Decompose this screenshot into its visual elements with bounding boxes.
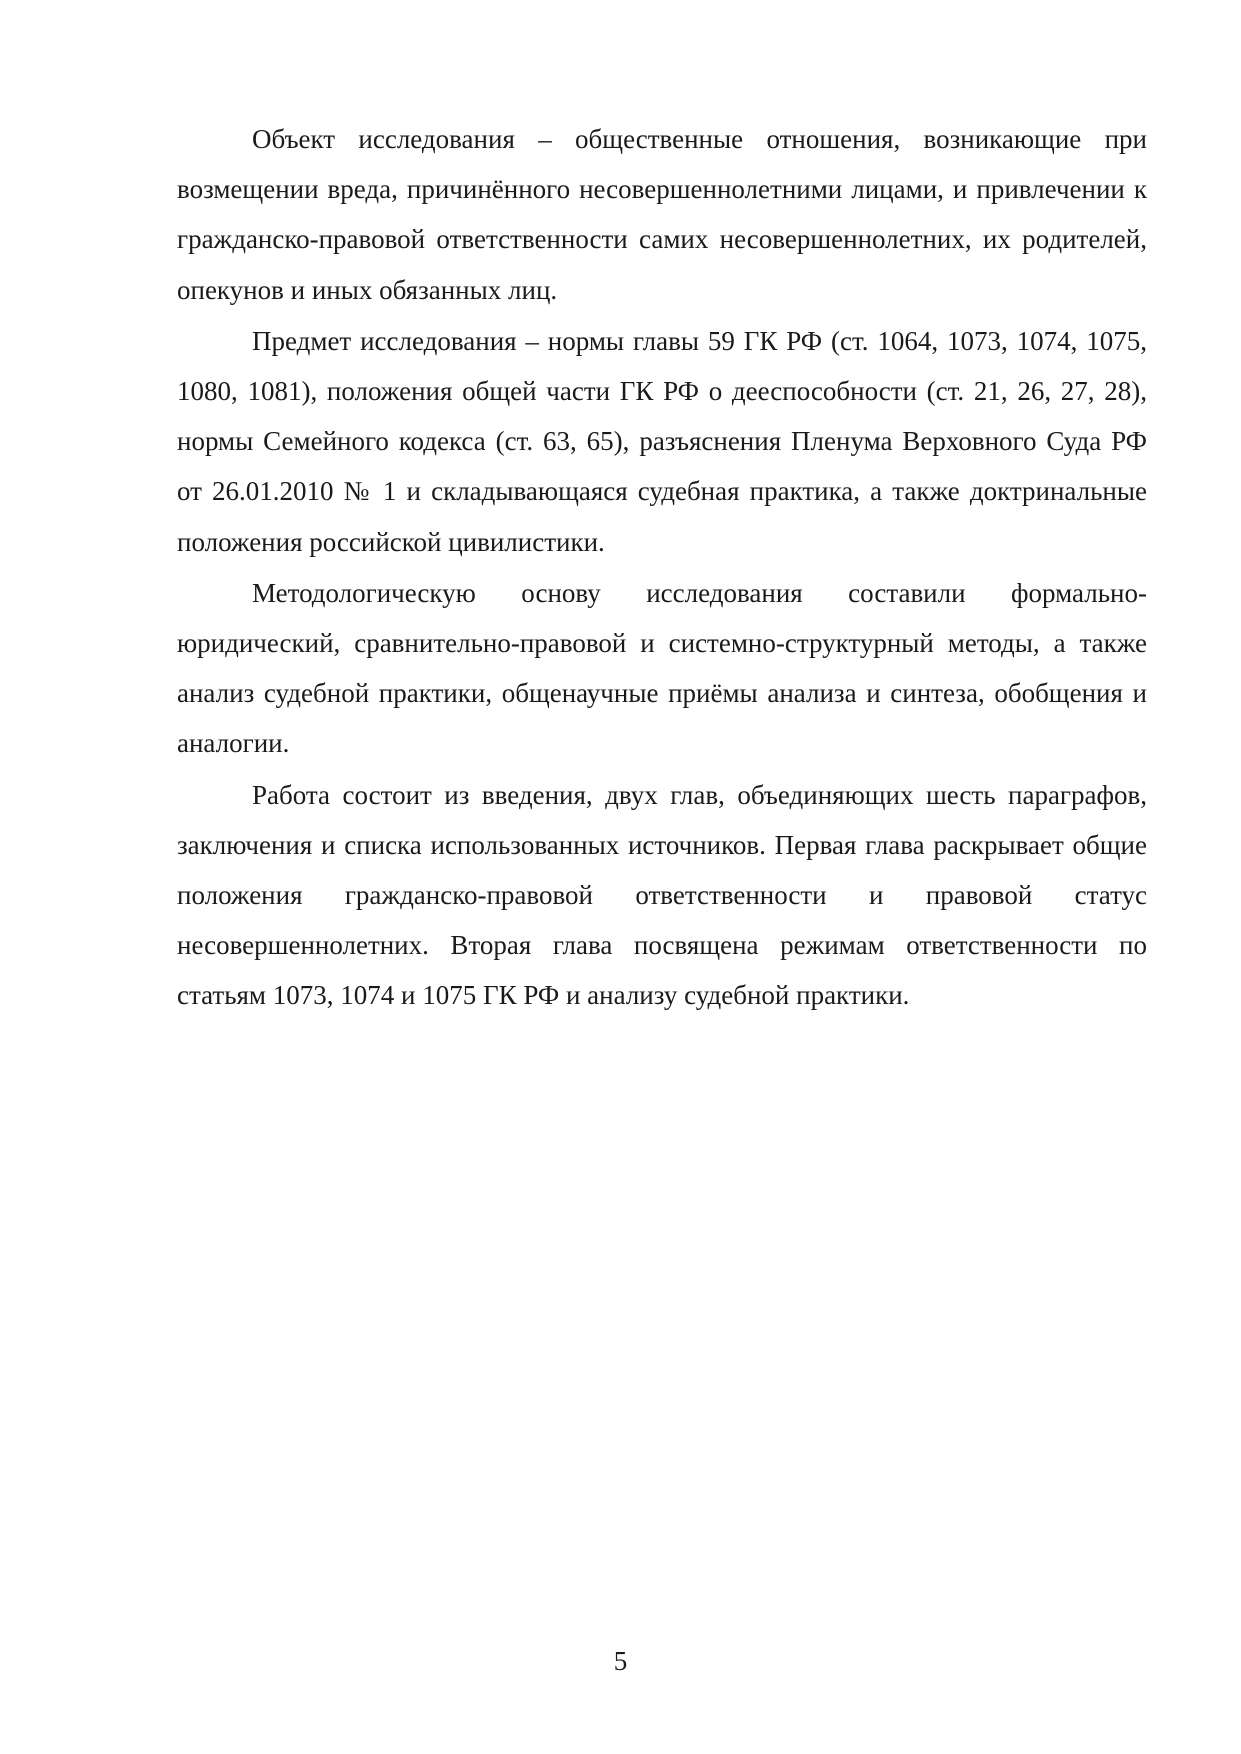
paragraph-methodology: Методологическую основу исследования составили формально-юридический, сравнительно-правовой и системно-структурный методы, а также анализ судебной практики, общенаучные приёмы анализа и синтеза, обобщения и аналогии.: [177, 577, 1147, 759]
body-text: [177, 114, 1147, 1022]
page-number: 5: [613, 1646, 628, 1676]
paragraph-structure: Работа состоит из введения, двух глав, объединяющих шесть параграфов, заключения и списка использованных источников. Первая глава раскрывает общие положения гражданско-правовой ответственности и правовой статус несовершеннолетних. Вторая глава посвящена режимам ответственности по статьям 1073, 1074 и 1075 ГК РФ и анализу судебной практики.: [177, 779, 1147, 1011]
paragraph-research-subject: Предмет исследования – нормы главы 59 ГК РФ (ст. 1064, 1073, 1074, 1075, 1080, 1081), положения общей части ГК РФ о дееспособности (ст. 21, 26, 27, 28), нормы Семейного кодекса (ст. 63, 65), разъяснения Пленума Верховного Суда РФ от 26.01.2010 № 1 и складывающаяся судебная практика, а также доктринальные положения российской цивилистики.: [177, 325, 1147, 557]
paragraph-research-object: Объект исследования – общественные отношения, возникающие при возмещении вреда, причинённого несовершеннолетними лицами, и привлечении к гражданско-правовой ответственности самих несовершеннолетних, их родителей, опекунов и иных обязанных лиц.: [177, 124, 1147, 305]
